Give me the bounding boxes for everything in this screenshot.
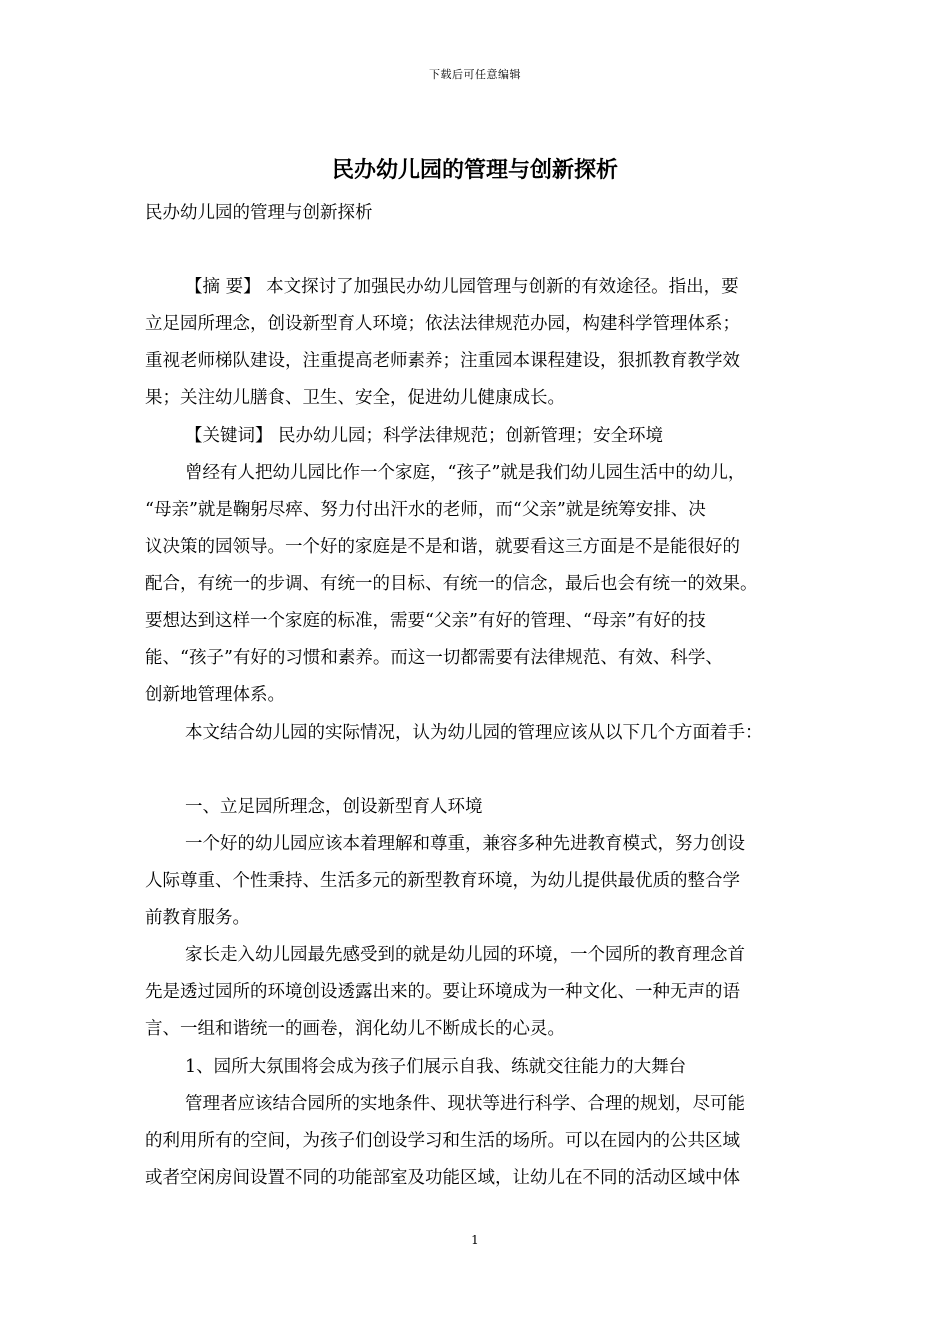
paragraph-line: “母亲”就是鞠躬尽瘁、努力付出汗水的老师，而“父亲”就是统筹安排、决 (145, 500, 706, 520)
paragraph-line: 配合，有统一的步调、有统一的目标、有统一的信念，最后也会有统一的效果。 (145, 574, 758, 594)
paragraph-line: 一个好的幼儿园应该本着理解和尊重，兼容多种先进教育模式，努力创设 (185, 834, 745, 854)
section-heading: 一、立足园所理念，创设新型育人环境 (185, 797, 483, 817)
document-subtitle: 民办幼儿园的管理与创新探析 (145, 203, 373, 223)
paragraph-line: 创新地管理体系。 (145, 685, 285, 705)
paragraph-line: 本文结合幼儿园的实际情况，认为幼儿园的管理应该从以下几个方面着手： (185, 723, 763, 743)
paragraph-line: 议决策的园领导。一个好的家庭是不是和谐，就要看这三方面是不是能很好的 (145, 537, 740, 557)
abstract-line: 【摘 要】 本文探讨了加强民办幼儿园管理与创新的有效途径。指出，要 (185, 277, 739, 297)
keywords-line: 【关键词】 民办幼儿园；科学法律规范；创新管理；安全环境 (185, 426, 664, 446)
paragraph-line: 前教育服务。 (145, 908, 250, 928)
paragraph-line: 言、一组和谐统一的画卷，润化幼儿不断成长的心灵。 (145, 1019, 565, 1039)
paragraph-line: 家长走入幼儿园最先感受到的就是幼儿园的环境，一个园所的教育理念首 (185, 945, 745, 965)
abstract-line: 重视老师梯队建设，注重提高老师素养；注重园本课程建设，狠抓教育教学效 (145, 351, 740, 371)
paragraph-line: 的利用所有的空间，为孩子们创设学习和生活的场所。可以在园内的公共区域 (145, 1131, 740, 1151)
page-number: 1 (471, 1233, 479, 1247)
paragraph-line: 或者空闲房间设置不同的功能部室及功能区域，让幼儿在不同的活动区域中体 (145, 1168, 740, 1188)
paragraph-line: 能、“孩子”有好的习惯和素养。而这一切都需要有法律规范、有效、科学、 (145, 648, 723, 668)
paragraph-line: 曾经有人把幼儿园比作一个家庭，“孩子”就是我们幼儿园生活中的幼儿， (185, 463, 746, 483)
page-header: 下载后可任意编辑 (429, 68, 521, 81)
paragraph-line: 人际尊重、个性秉持、生活多元的新型教育环境，为幼儿提供最优质的整合学 (145, 871, 740, 891)
abstract-line: 立足园所理念，创设新型育人环境；依法法律规范办园，构建科学管理体系； (145, 314, 740, 334)
paragraph-line: 先是透过园所的环境创设透露出来的。要让环境成为一种文化、一种无声的语 (145, 982, 740, 1002)
paragraph-line: 管理者应该结合园所的实地条件、现状等进行科学、合理的规划，尽可能 (185, 1094, 745, 1114)
paragraph-line: 要想达到这样一个家庭的标准，需要“父亲”有好的管理、“母亲”有好的技 (145, 611, 706, 631)
subsection-heading: 1、园所大氛围将会成为孩子们展示自我、练就交往能力的大舞台 (185, 1057, 687, 1077)
document-title: 民办幼儿园的管理与创新探析 (331, 157, 618, 183)
abstract-line: 果；关注幼儿膳食、卫生、安全，促进幼儿健康成长。 (145, 388, 565, 408)
